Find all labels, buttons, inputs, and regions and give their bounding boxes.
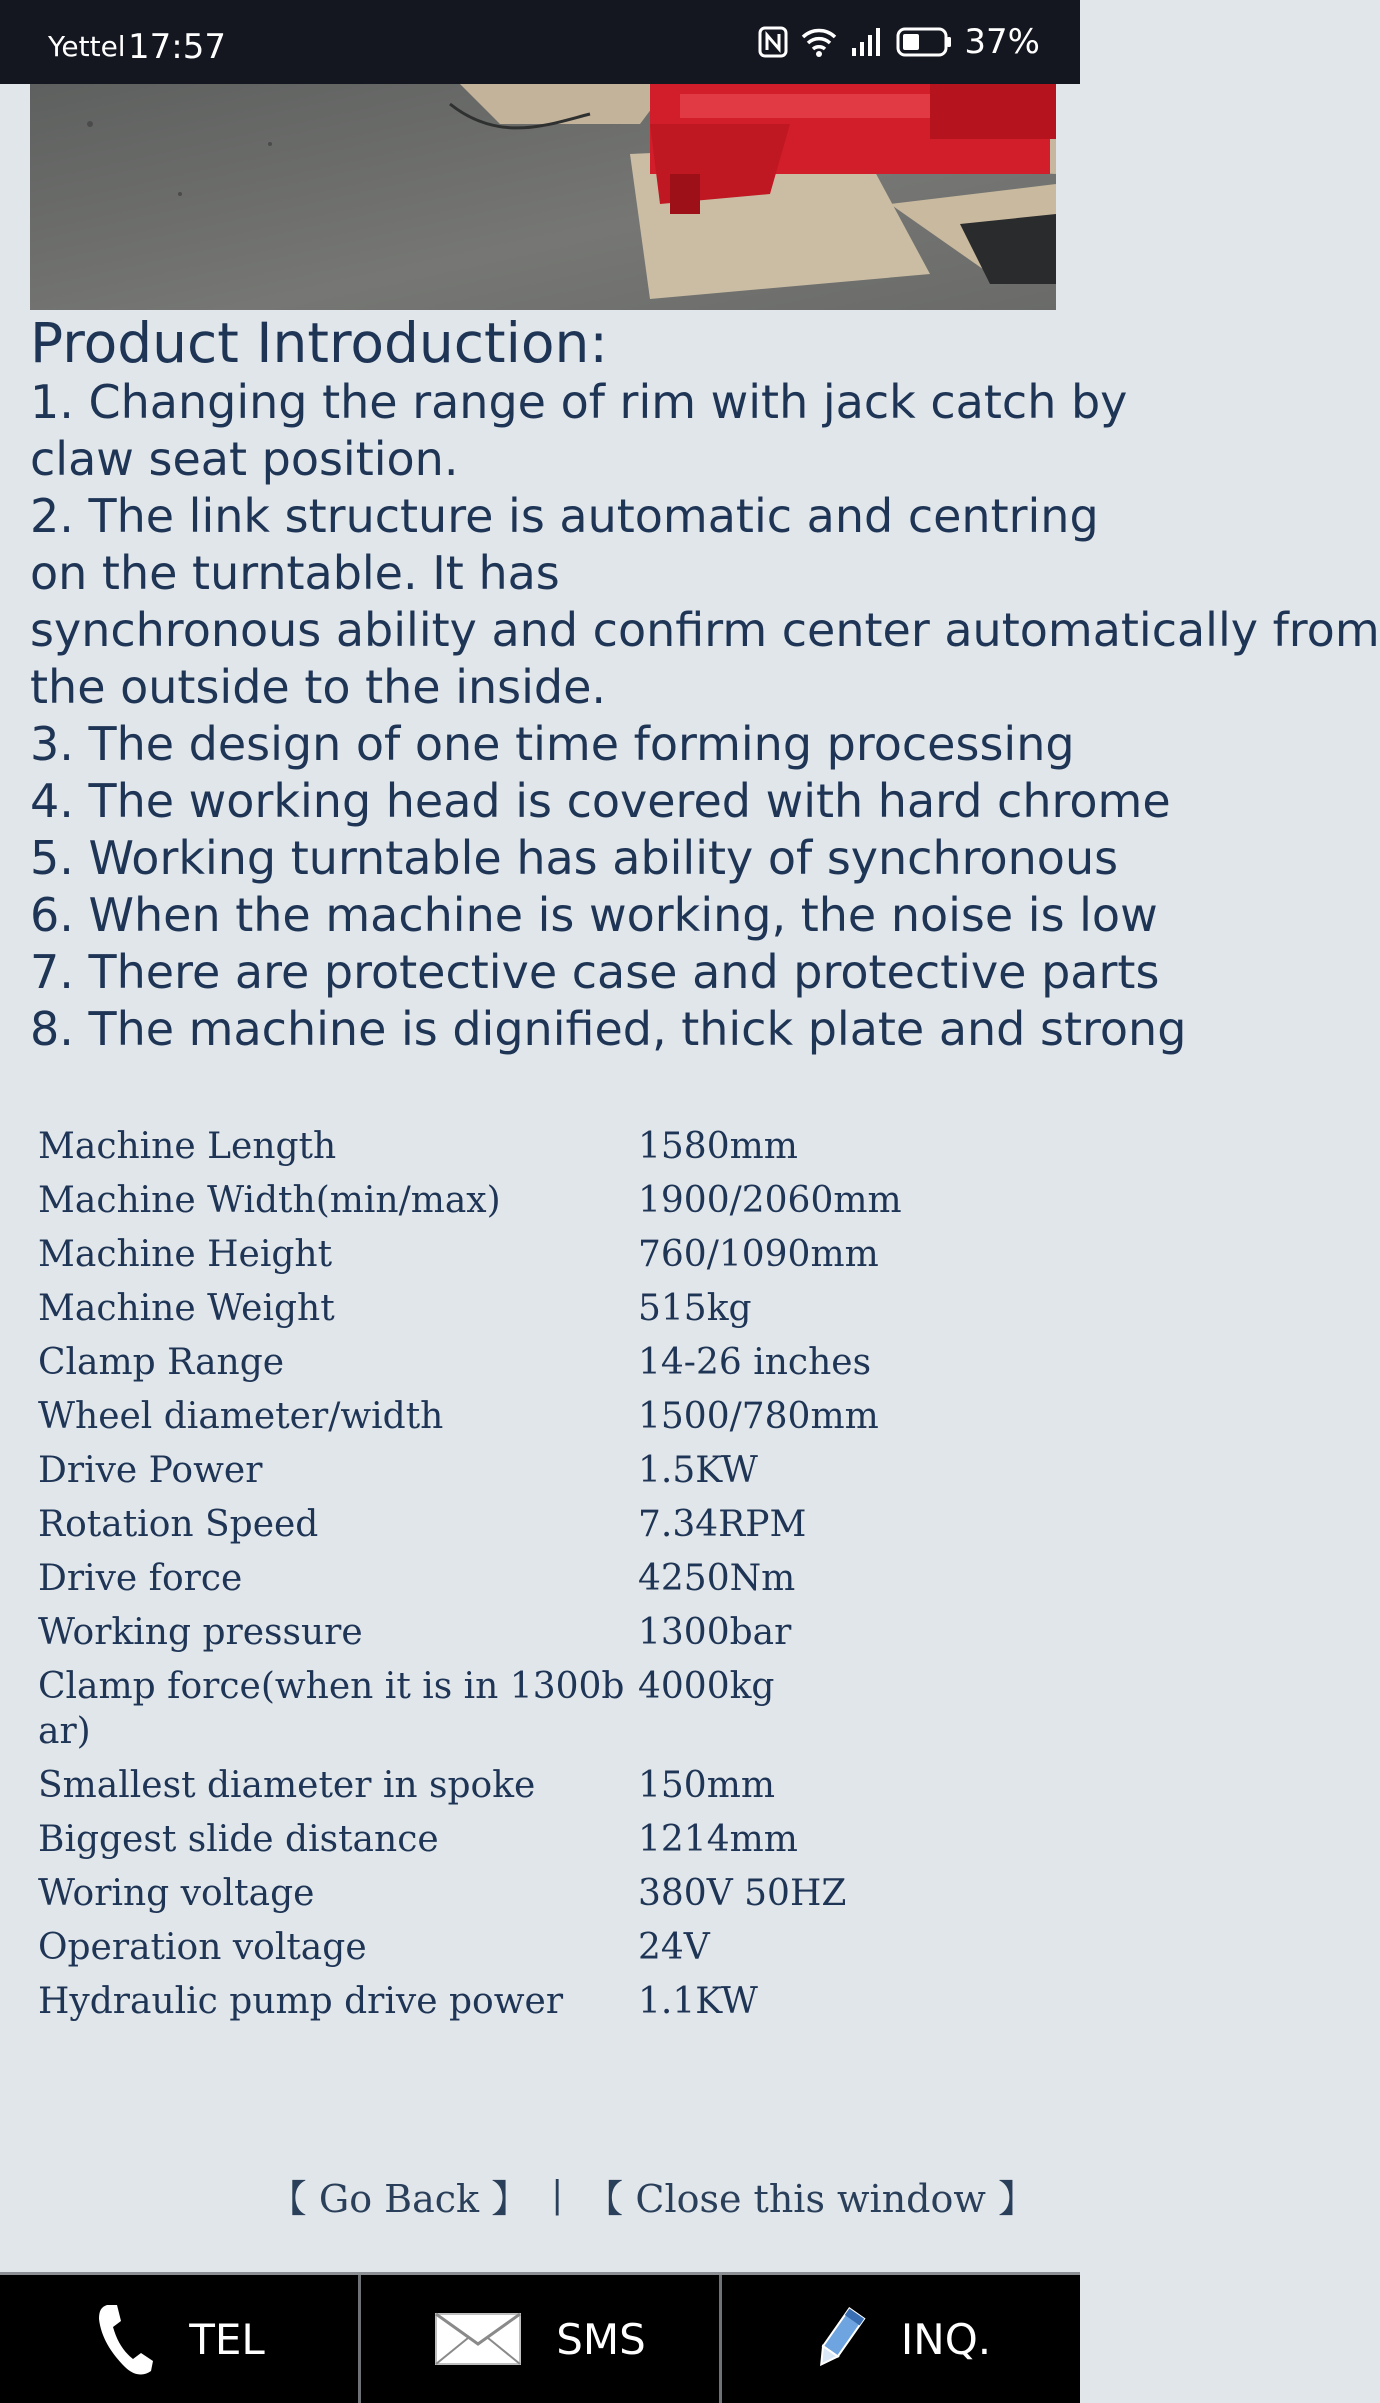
status-time: 17:57 [128, 27, 226, 67]
spec-value: 7.34RPM [638, 1504, 807, 1545]
spec-table [38, 1120, 1038, 2029]
spec-value: 1300bar [638, 1612, 792, 1653]
spec-value: 150mm [638, 1765, 775, 1806]
table-row [38, 1552, 1038, 1606]
intro-line: the outside to the inside. [30, 660, 607, 714]
tel-button[interactable] [0, 2275, 358, 2403]
intro-line: claw seat position. [30, 432, 459, 486]
spec-value: 1500/780mm [638, 1396, 879, 1437]
spec-label: Machine Length [38, 1126, 337, 1167]
spec-label: Drive Power [38, 1450, 263, 1491]
spec-value: 1.1KW [638, 1981, 758, 2022]
nfc-icon [758, 26, 788, 58]
spec-value: 4000kg [638, 1666, 775, 1707]
table-row [38, 1174, 1038, 1228]
intro-line: on the turntable. It has [30, 546, 560, 600]
table-row [38, 1390, 1038, 1444]
spec-value: 515kg [638, 1288, 752, 1329]
table-row [38, 1120, 1038, 1174]
link-separator: | [551, 2174, 564, 2216]
spec-label: Smallest diameter in spoke [38, 1765, 536, 1806]
phone-icon [93, 2301, 155, 2377]
table-row [38, 1282, 1038, 1336]
spec-label: Clamp force(when it is in 1300bar) [38, 1666, 625, 1752]
sms-label: SMS [556, 2314, 646, 2364]
spec-value: 1214mm [638, 1819, 798, 1860]
wifi-icon [800, 26, 838, 58]
spec-label: Biggest slide distance [38, 1819, 439, 1860]
intro-line: 8. The machine is dignified, thick plate and strong [30, 1002, 1187, 1056]
intro-line: synchronous ability and confirm center automatically from [30, 603, 1380, 657]
table-row [38, 1975, 1038, 2029]
spec-value: 14-26 inches [638, 1342, 872, 1383]
inquiry-button[interactable] [719, 2275, 1080, 2403]
spec-label: Machine Width(min/max) [38, 1180, 501, 1221]
intro-line: 5. Working turntable has ability of synchronous [30, 831, 1119, 885]
table-row [38, 1228, 1038, 1282]
table-row [38, 1606, 1038, 1660]
envelope-icon [434, 2312, 522, 2366]
product-photo [30, 84, 1056, 310]
table-row [38, 1813, 1038, 1867]
status-bar [0, 0, 1080, 84]
spec-value: 4250Nm [638, 1558, 796, 1599]
intro-line: 6. When the machine is working, the noise is low [30, 888, 1158, 942]
intro-line: 4. The working head is covered with hard chrome [30, 774, 1171, 828]
spec-label: Machine Height [38, 1234, 333, 1275]
spec-label: Wheel diameter/width [38, 1396, 444, 1437]
close-window-link[interactable]: 【 Close this window 】 [585, 2176, 1036, 2221]
intro-line: 7. There are protective case and protective parts [30, 945, 1160, 999]
spec-value: 760/1090mm [638, 1234, 879, 1275]
spec-value: 24V [638, 1927, 710, 1968]
spec-value: 1580mm [638, 1126, 798, 1167]
status-icons [758, 22, 1040, 62]
tel-label: TEL [189, 2314, 265, 2364]
table-row [38, 1660, 1038, 1759]
spec-label: Rotation Speed [38, 1504, 319, 1545]
bottom-nav [0, 2272, 1080, 2403]
inquiry-label: INQ. [900, 2314, 992, 2364]
table-row [38, 1444, 1038, 1498]
table-row [38, 1759, 1038, 1813]
pencil-icon [811, 2306, 867, 2372]
battery-icon [896, 26, 952, 58]
spec-label: Machine Weight [38, 1288, 335, 1329]
intro-line: 2. The link structure is automatic and centring [30, 489, 1099, 543]
signal-icon [850, 26, 884, 58]
spec-label: Woring voltage [38, 1873, 315, 1914]
product-introduction [30, 311, 1380, 1058]
carrier-name: Yettel [48, 30, 126, 63]
table-row [38, 1867, 1038, 1921]
go-back-link[interactable]: 【 Go Back 】 [268, 2176, 530, 2221]
intro-line: 1. Changing the range of rim with jack catch by [30, 375, 1128, 429]
spec-value: 1.5KW [638, 1450, 758, 1491]
spec-label: Clamp Range [38, 1342, 285, 1383]
spec-value: 380V 50HZ [638, 1873, 847, 1914]
table-row [38, 1921, 1038, 1975]
spec-label: Working pressure [38, 1612, 363, 1653]
spec-value: 1900/2060mm [638, 1180, 902, 1221]
table-row [38, 1336, 1038, 1390]
spec-label: Operation voltage [38, 1927, 367, 1968]
battery-percent: 37% [964, 22, 1040, 62]
sms-button[interactable] [358, 2275, 719, 2403]
spec-label: Drive force [38, 1558, 243, 1599]
footer-links [269, 2170, 1036, 2220]
spec-label: Hydraulic pump drive power [38, 1981, 564, 2022]
table-row [38, 1498, 1038, 1552]
intro-line: 3. The design of one time forming processing [30, 717, 1075, 771]
intro-title: Product Introduction: [30, 311, 608, 375]
